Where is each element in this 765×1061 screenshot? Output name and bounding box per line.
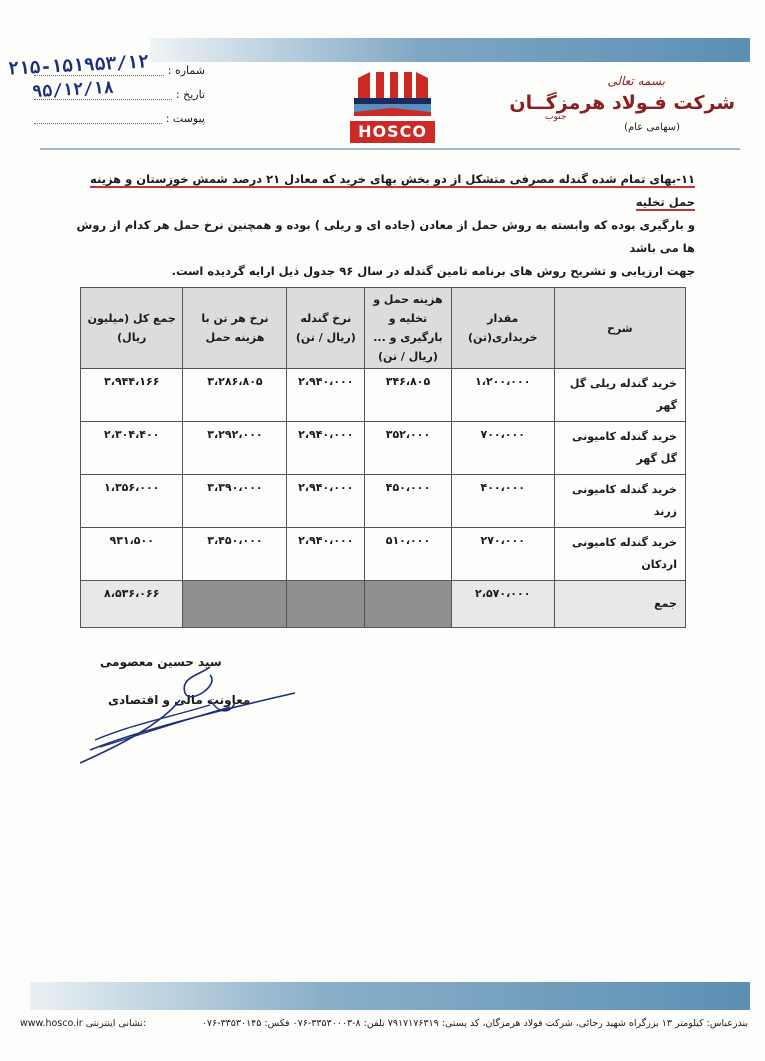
table-row xyxy=(81,369,686,422)
table-row xyxy=(81,422,686,475)
col-header-transport-cost: هزینه حمل و تخلیه و بارگیری و ...(ریال / تن) xyxy=(365,288,452,369)
attachment-label: پیوست : xyxy=(165,111,205,125)
cell-pellet-rate: ۲،۹۴۰،۰۰۰ xyxy=(287,369,365,422)
cell-total: ۹۳۱،۵۰۰ xyxy=(81,528,183,581)
pellet-cost-table xyxy=(80,287,686,628)
total-empty-cell xyxy=(287,581,365,628)
footer-address: بندرعباس: کیلومتر ۱۳ بزرگراه شهید رجائی، شرکت فولاد هرمزگان، کد پستی: ۷۹۱۷۱۷۶۳۱۹ تلفن: ۸-۳۳۵۳۰۰۰۳-۰۷۶ فکس: ۳۳۵۳۰۱۴۵-۰۷۶ xyxy=(201,1018,748,1029)
cell-description: خرید گندله ریلی گل گهر xyxy=(554,369,685,422)
total-empty-cell xyxy=(183,581,287,628)
table-header-row xyxy=(81,288,686,369)
cell-transport-cost: ۴۵۰،۰۰۰ xyxy=(365,475,452,528)
cell-description: خرید گندله کامیونی گل گهر xyxy=(554,422,685,475)
cell-rate-with-transport: ۳،۲۸۶،۸۰۵ xyxy=(183,369,287,422)
body-paragraph xyxy=(75,168,695,283)
signatory-title: معاونت مالی و اقتصادی xyxy=(108,693,251,707)
paragraph-line-1: ۱۱-بهای تمام شده گندله مصرفی متشکل از دو بخش بهای خرید که معادل ۲۱ درصد شمش خوزستان و هزینه حمل تخلیه xyxy=(90,172,695,209)
letter-number-handwritten: ۲۱۵-۱۵۱۹۵۳/۱۲ xyxy=(7,51,150,80)
footer-band xyxy=(30,982,750,1010)
company-name: شرکت فـولاد هرمزگــان xyxy=(509,92,735,114)
cell-description: خرید گندله کامیونی زرند xyxy=(554,475,685,528)
cell-rate-with-transport: ۳،۴۵۰،۰۰۰ xyxy=(183,528,287,581)
col-header-pellet-rate: نرخ گندله (ریال / تن) xyxy=(287,288,365,369)
website-label: نشانی اینترنتی: xyxy=(85,1018,147,1029)
cell-total: ۲،۳۰۴،۴۰۰ xyxy=(81,422,183,475)
table-row xyxy=(81,528,686,581)
cell-transport-cost: ۳۵۲،۰۰۰ xyxy=(365,422,452,475)
company-type: (سهامی عام) xyxy=(624,122,680,133)
col-header-total: جمع کل (میلیون ریال) xyxy=(81,288,183,369)
cell-pellet-rate: ۲،۹۴۰،۰۰۰ xyxy=(287,528,365,581)
cell-transport-cost: ۵۱۰،۰۰۰ xyxy=(365,528,452,581)
total-quantity: ۲،۵۷۰،۰۰۰ xyxy=(451,581,554,628)
besmellah: بسمه تعالی xyxy=(607,74,665,88)
logo-text: HOSCO xyxy=(350,121,435,143)
company-block xyxy=(505,74,735,133)
total-empty-cell xyxy=(365,581,452,628)
table-total-row xyxy=(81,581,686,628)
col-header-description: شرح xyxy=(554,288,685,369)
paragraph-line-3: جهت ارزیابی و تشریح روش های برنامه تامین گندله در سال ۹۶ جدول ذیل ارایه گردیده است. xyxy=(171,264,695,278)
attachment-row xyxy=(30,106,205,130)
number-label: شماره : xyxy=(167,63,205,77)
cell-total: ۱،۳۵۶،۰۰۰ xyxy=(81,475,183,528)
footer-website xyxy=(20,1018,146,1029)
handwritten-signature-icon xyxy=(60,655,300,775)
header-divider xyxy=(40,148,740,150)
col-header-quantity: مقدار خریداری(تن) xyxy=(451,288,554,369)
header-band xyxy=(150,38,750,62)
total-sum: ۸،۵۳۶،۰۶۶ xyxy=(81,581,183,628)
cell-pellet-rate: ۲،۹۴۰،۰۰۰ xyxy=(287,422,365,475)
cell-quantity: ۷۰۰،۰۰۰ xyxy=(451,422,554,475)
cell-pellet-rate: ۲،۹۴۰،۰۰۰ xyxy=(287,475,365,528)
total-label: جمع xyxy=(554,581,685,628)
col-header-rate-with-transport: نرخ هر تن با هزینه حمل xyxy=(183,288,287,369)
signatory-name: سید حسین معصومی xyxy=(100,655,222,669)
website-url: www.hosco.ir xyxy=(20,1018,83,1029)
company-region: جنوب xyxy=(545,112,567,122)
cell-total: ۳،۹۴۴،۱۶۶ xyxy=(81,369,183,422)
letter-date-handwritten: ۹۵/۱۲/۱۸ xyxy=(31,77,115,103)
cell-transport-cost: ۳۴۶،۸۰۵ xyxy=(365,369,452,422)
cell-quantity: ۱،۲۰۰،۰۰۰ xyxy=(451,369,554,422)
cell-quantity: ۴۰۰،۰۰۰ xyxy=(451,475,554,528)
cell-description: خرید گندله کامیونی اردکان xyxy=(554,528,685,581)
cell-rate-with-transport: ۳،۲۹۲،۰۰۰ xyxy=(183,422,287,475)
cell-rate-with-transport: ۳،۳۹۰،۰۰۰ xyxy=(183,475,287,528)
cell-quantity: ۲۷۰،۰۰۰ xyxy=(451,528,554,581)
table-row xyxy=(81,475,686,528)
paragraph-line-2: و بارگیری بوده که وابسته به روش حمل از معادن (جاده ای و ریلی ) بوده و همچنین نرخ حمل هر کدام از روش ها می باشد xyxy=(76,218,695,255)
date-label: تاریخ : xyxy=(175,87,205,101)
